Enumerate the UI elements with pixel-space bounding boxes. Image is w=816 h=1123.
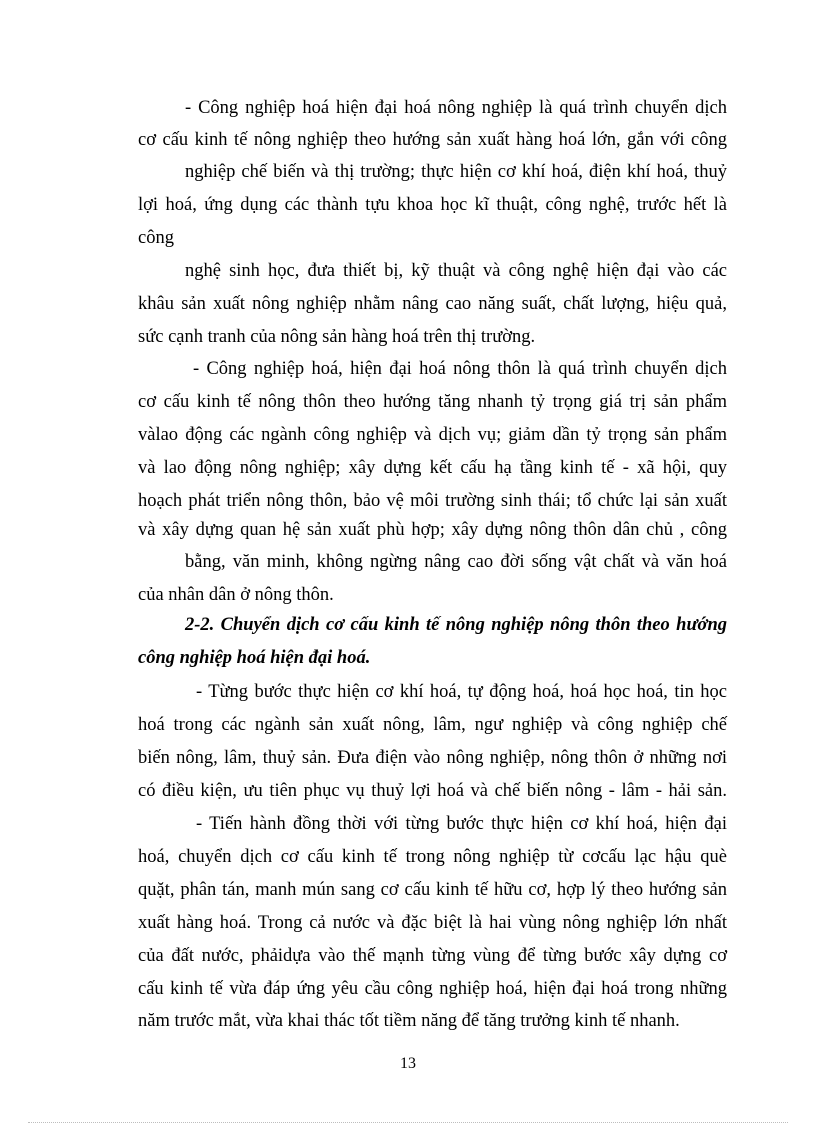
paragraph-1-line-2: cơ cấu kinh tế nông nghiệp theo hướng sản xuất hàng hoá lớn, gắn với công	[138, 130, 727, 150]
paragraph-2-line-2: cơ cấu kinh tế nông thôn theo hướng tăng nhanh tỷ trọng giá trị sản phẩm	[138, 392, 727, 412]
paragraph-2-line-8: của nhân dân ở nông thôn.	[138, 585, 334, 605]
paragraph-1-line-1: - Công nghiệp hoá hiện đại hoá nông nghiệp là quá trình chuyển dịch	[185, 98, 727, 118]
paragraph-2-line-5: hoạch phát triển nông thôn, bảo vệ môi trường sinh thái; tổ chức lại sản xuất	[138, 491, 727, 511]
paragraph-2-line-1: - Công nghiệp hoá, hiện đại hoá nông thôn là quá trình chuyển dịch	[193, 359, 727, 379]
paragraph-4-line-5: của đất nước, phảidựa vào thế mạnh từng vùng để từng bước xây dựng cơ	[138, 946, 727, 966]
section-heading-line-1: 2-2. Chuyển dịch cơ cấu kinh tế nông nghiệp nông thôn theo hướng	[185, 615, 727, 635]
paragraph-4-line-6: cấu kinh tế vừa đáp ứng yêu cầu công nghiệp hoá, hiện đại hoá trong những	[138, 979, 727, 999]
paragraph-2-line-3: vàlao động các ngành công nghiệp và dịch vụ; giảm dần tỷ trọng sản phẩm	[138, 425, 727, 445]
paragraph-1-line-4: lợi hoá, ứng dụng các thành tựu khoa học kĩ thuật, công nghệ, trước hết là	[138, 195, 727, 215]
paragraph-2-line-4: và lao động nông nghiệp; xây dựng kết cấu hạ tầng kinh tế - xã hội, quy	[138, 458, 727, 478]
page-number: 13	[400, 1055, 416, 1072]
paragraph-4-line-1: - Tiến hành đồng thời với từng bước thực hiện cơ khí hoá, hiện đại	[196, 814, 727, 834]
paragraph-1-line-3: nghiệp chế biến và thị trường; thực hiện cơ khí hoá, điện khí hoá, thuỷ	[185, 162, 727, 182]
paragraph-2-line-7: bằng, văn minh, không ngừng nâng cao đời sống vật chất và văn hoá	[185, 552, 727, 572]
paragraph-3-line-4: có điều kiện, ưu tiên phục vụ thuỷ lợi hoá và chế biến nông - lâm - hải sản.	[138, 781, 727, 801]
paragraph-4-line-7: năm trước mắt, vừa khai thác tốt tiềm năng để tăng trưởng kinh tế nhanh.	[138, 1011, 680, 1031]
paragraph-3-line-1: - Từng bước thực hiện cơ khí hoá, tự động hoá, hoá học hoá, tin học	[196, 682, 727, 702]
paragraph-1-line-6: nghệ sinh học, đưa thiết bị, kỹ thuật và công nghệ hiện đại vào các	[185, 261, 727, 281]
paragraph-1-line-5: công	[138, 228, 174, 248]
paragraph-1-line-7: khâu sản xuất nông nghiệp nhằm nâng cao năng suất, chất lượng, hiệu quả,	[138, 294, 727, 314]
paragraph-2-line-6: và xây dựng quan hệ sản xuất phù hợp; xây dựng nông thôn dân chủ , công	[138, 520, 727, 540]
section-heading-line-2: công nghiệp hoá hiện đại hoá.	[138, 648, 371, 668]
paragraph-4-line-3: quặt, phân tán, manh mún sang cơ cấu kinh tế hữu cơ, hợp lý theo hướng sản	[138, 880, 727, 900]
paragraph-3-line-2: hoá trong các ngành sản xuất nông, lâm, ngư nghiệp và công nghiệp chế	[138, 715, 727, 735]
paragraph-4-line-2: hoá, chuyển dịch cơ cấu kinh tế trong nông nghiệp từ cơcấu lạc hậu què	[138, 847, 727, 867]
paragraph-1-line-8: sức cạnh tranh của nông sản hàng hoá trên thị trường.	[138, 327, 536, 347]
paragraph-4-line-4: xuất hàng hoá. Trong cả nước và đặc biệt là hai vùng nông nghiệp lớn nhất	[138, 913, 727, 933]
paragraph-3-line-3: biến nông, lâm, thuỷ sản. Đưa điện vào nông nghiệp, nông thôn ở những nơi	[138, 748, 727, 768]
